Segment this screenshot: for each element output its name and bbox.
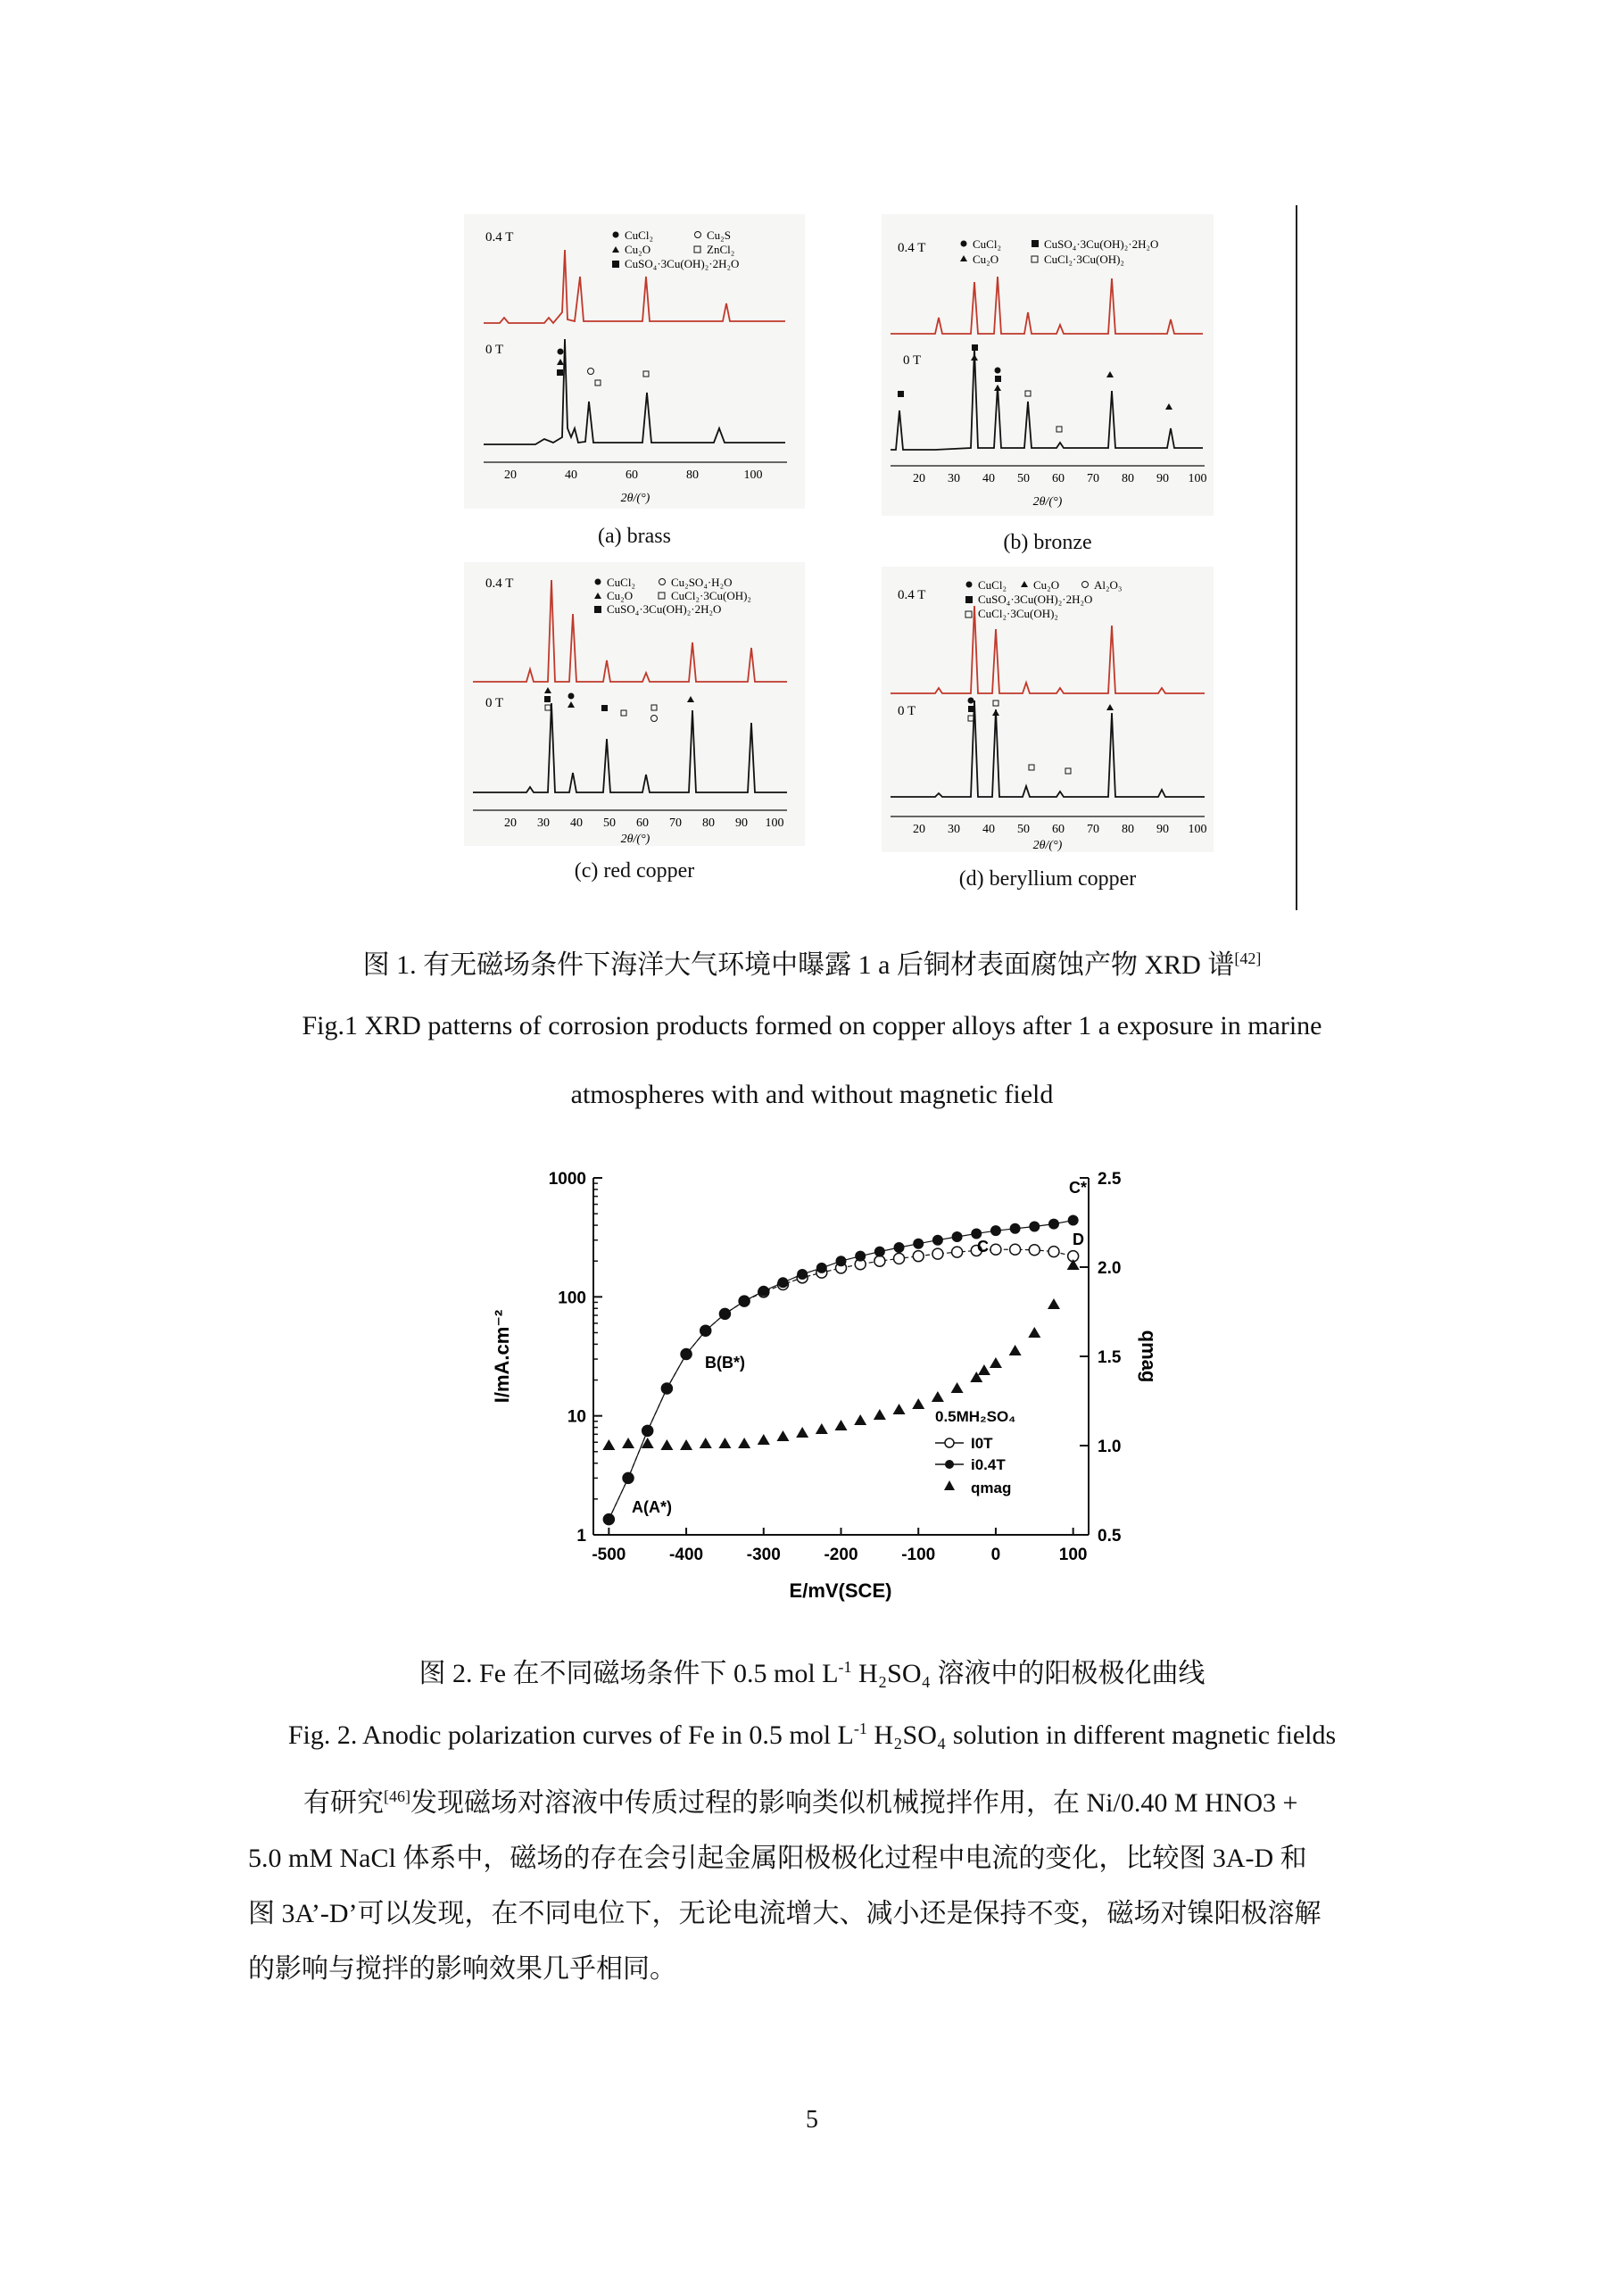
point-qmag <box>1048 1298 1060 1309</box>
legend-entry: CuCl₂ <box>625 228 653 242</box>
x-tick: 80 <box>1122 823 1134 836</box>
legend-entry-i04t: i0.4T <box>971 1456 1006 1473</box>
panel-a-label: (a) brass <box>598 525 671 548</box>
y2-tick-label: 2.5 <box>1098 1170 1122 1189</box>
point-qmag <box>835 1420 848 1430</box>
point-qmag <box>874 1409 886 1420</box>
x-tick: 100 <box>1188 472 1207 485</box>
x-tick: 20 <box>913 472 925 485</box>
paragraph-line: 的影响与搅拌的影响效果几乎相同。 <box>248 1954 676 1984</box>
citation: [46] <box>384 1787 410 1805</box>
point-i0.4T <box>797 1269 808 1280</box>
point-qmag <box>602 1439 615 1450</box>
point-i0.4T <box>681 1349 692 1360</box>
point-i0.4T <box>874 1247 885 1257</box>
point-qmag <box>700 1438 712 1448</box>
point-i0.4T <box>913 1239 924 1249</box>
point-i0.4T <box>700 1325 711 1336</box>
x-tick: 100 <box>765 816 784 830</box>
point-qmag <box>738 1438 750 1448</box>
x-tick: 30 <box>948 472 960 485</box>
legend-entry: CuCl₂·3Cu(OH)₂ <box>1044 253 1124 266</box>
citation: [42] <box>1234 949 1262 967</box>
panel-b-label: (b) bronze <box>1003 531 1092 554</box>
figure-1-caption-en-line2: atmospheres with and without magnetic field <box>570 1080 1054 1109</box>
point-i0.4T <box>603 1514 614 1525</box>
formula: H₂SO₄ <box>874 1720 947 1750</box>
point-qmag <box>854 1414 866 1425</box>
legend-entry-i0t: I0T <box>971 1435 993 1452</box>
paragraph-line: 5.0 mM NaCl 体系中，磁场的存在会引起金属阳极极化过程中电流的变化，比较图 3A-D 和 <box>248 1844 1307 1873</box>
y-tick-label: 1 <box>576 1527 586 1546</box>
y2-axis-label: qmag <box>1138 1330 1160 1383</box>
point-i0.4T <box>952 1231 963 1242</box>
x-tick: 30 <box>948 823 960 836</box>
point-i0.4T <box>894 1242 905 1253</box>
y2-tick-label: 2.0 <box>1098 1259 1122 1278</box>
x-tick: 100 <box>1188 823 1207 836</box>
point-i0.4T <box>816 1263 827 1273</box>
field-label-0t: 0 T <box>485 343 504 357</box>
x-tick-label: -400 <box>669 1546 704 1564</box>
point-qmag <box>796 1427 808 1438</box>
point-qmag <box>1028 1327 1040 1338</box>
point-i0T <box>990 1244 1001 1255</box>
field-label-0t: 0 T <box>903 353 922 368</box>
annotation-c: C <box>977 1238 989 1256</box>
figure-1-divider <box>1296 205 1297 910</box>
y2-tick-label: 0.5 <box>1098 1527 1122 1546</box>
y-tick-label: 10 <box>567 1407 586 1427</box>
point-i0T <box>932 1248 943 1259</box>
point-i0T <box>894 1253 905 1264</box>
x-tick: 90 <box>1156 823 1169 836</box>
paragraph-text: 发现磁场对溶液中传质过程的影响类似机械搅拌作用，在 Ni/0.40 M HNO3 + <box>410 1788 1298 1818</box>
point-i0.4T <box>739 1296 750 1306</box>
x-tick-label: -500 <box>592 1546 626 1564</box>
point-i0.4T <box>1029 1222 1040 1232</box>
xrd-panel-c <box>464 562 805 846</box>
x-tick: 40 <box>565 468 577 482</box>
point-i0.4T <box>719 1308 730 1319</box>
point-i0.4T <box>932 1235 943 1246</box>
x-tick: 60 <box>626 468 638 482</box>
body-paragraph <box>248 1781 1381 2002</box>
x-tick: 40 <box>570 816 583 830</box>
legend-entry: CuCl₂ <box>978 578 1007 592</box>
x-tick-label: -200 <box>824 1546 858 1564</box>
field-label-0t: 0 T <box>898 704 916 718</box>
x-axis-label: E/mV(SCE) <box>789 1579 892 1602</box>
point-qmag <box>718 1438 731 1448</box>
superscript: -1 <box>838 1658 852 1676</box>
xrd-panel-a <box>464 214 805 509</box>
point-qmag <box>816 1423 828 1434</box>
point-qmag <box>1009 1345 1022 1355</box>
caption-text: 图 1. 有无磁场条件下海洋大气环境中曝露 1 a 后铜材表面腐蚀产物 XRD 谱 <box>362 950 1235 980</box>
x-tick: 60 <box>1052 472 1065 485</box>
x-tick-label: 100 <box>1058 1546 1088 1564</box>
legend-entry: Cu₂S <box>707 228 731 242</box>
figure-1-caption-en-line1: Fig.1 XRD patterns of corrosion products formed on copper alloys after 1 a exposure in marine <box>302 1011 1322 1040</box>
x-tick: 80 <box>1122 472 1134 485</box>
point-i0T <box>1010 1244 1021 1255</box>
x-tick: 90 <box>735 816 748 830</box>
x-tick: 20 <box>504 816 517 830</box>
x-axis-ticks <box>913 823 1207 836</box>
annotation-a: A(A*) <box>632 1498 672 1516</box>
caption-text: solution in different magnetic fields <box>946 1720 1337 1750</box>
x-tick: 90 <box>1156 472 1169 485</box>
x-tick: 70 <box>1087 472 1099 485</box>
x-tick: 60 <box>1052 823 1065 836</box>
point-i0.4T <box>1068 1215 1079 1226</box>
point-i0.4T <box>758 1286 769 1297</box>
y-axis-label: I/mA.cm⁻² <box>491 1309 513 1404</box>
point-qmag <box>932 1391 944 1402</box>
point-i0.4T <box>777 1277 788 1288</box>
field-label-0-4t: 0.4 T <box>485 576 514 591</box>
figure-2-caption-cn <box>0 1651 1624 1690</box>
x-axis-ticks <box>913 472 1207 485</box>
x-axis-label: 2θ/(°) <box>1032 495 1063 509</box>
annotation-b: B(B*) <box>705 1354 745 1372</box>
paragraph-line: 图 3A’-D’可以发现，在不同电位下，无论电流增大、减小还是保持不变，磁场对镍阳极溶解 <box>248 1899 1322 1928</box>
legend-entry: Cu₂O <box>1033 578 1060 592</box>
legend-entry: Al₂O₃ <box>1094 578 1123 592</box>
legend-entry: Cu₂O <box>607 589 634 602</box>
figure-1-caption-cn <box>0 942 1624 982</box>
field-label-0-4t: 0.4 T <box>898 588 926 602</box>
point-qmag <box>776 1430 789 1441</box>
field-label-0-4t: 0.4 T <box>898 241 926 255</box>
point-qmag <box>990 1357 1002 1368</box>
legend-entry: CuCl₂·3Cu(OH)₂ <box>978 607 1058 620</box>
legend-entry: Cu₂SO₄·H₂O <box>671 576 733 589</box>
field-label-0-4t: 0.4 T <box>485 230 514 245</box>
point-qmag <box>642 1438 654 1448</box>
x-tick: 50 <box>1017 472 1030 485</box>
annotation-c-star: C* <box>1069 1179 1088 1197</box>
y-tick-label: 100 <box>558 1289 586 1308</box>
y2-tick-label: 1.0 <box>1098 1438 1122 1456</box>
formula: H₂SO₄ <box>858 1659 931 1688</box>
legend-entry: CuSO₄·3Cu(OH)₂·2H₂O <box>607 602 722 616</box>
point-i0.4T <box>836 1256 847 1266</box>
point-qmag <box>758 1434 770 1445</box>
x-tick: 30 <box>537 816 550 830</box>
point-i0T <box>874 1256 885 1266</box>
caption-text: 溶液中的阳极极化曲线 <box>930 1659 1206 1688</box>
point-i0T <box>913 1251 924 1262</box>
x-axis-label: 2θ/(°) <box>1032 839 1063 852</box>
x-tick-label: 0 <box>990 1546 1001 1564</box>
legend-entry: ZnCl₂ <box>707 243 735 256</box>
point-i0.4T <box>1010 1223 1021 1234</box>
legend-title: 0.5MH₂SO₄ <box>935 1408 1016 1425</box>
legend-entry: CuSO₄·3Cu(OH)₂·2H₂O <box>1044 237 1159 251</box>
x-tick: 80 <box>686 468 699 482</box>
point-i0T <box>1048 1247 1059 1257</box>
point-qmag <box>660 1439 673 1450</box>
point-qmag <box>978 1364 990 1375</box>
legend-entry: Cu₂O <box>973 253 999 266</box>
x-tick: 40 <box>982 823 995 836</box>
legend-entry: CuCl₂ <box>607 576 635 589</box>
x-tick: 20 <box>504 468 517 482</box>
superscript: -1 <box>853 1720 867 1737</box>
x-tick: 50 <box>603 816 616 830</box>
xrd-panel-b <box>882 214 1214 516</box>
point-i0.4T <box>623 1472 634 1483</box>
x-tick-label: -300 <box>746 1546 781 1564</box>
x-tick: 60 <box>636 816 649 830</box>
paragraph-line <box>248 1781 1381 1836</box>
panel-c-label: (c) red copper <box>574 859 695 883</box>
x-tick: 50 <box>1017 823 1030 836</box>
polarization-chart <box>482 1156 1160 1620</box>
point-i0.4T <box>855 1251 866 1262</box>
x-axis-label: 2θ/(°) <box>620 492 650 505</box>
point-qmag <box>622 1438 634 1448</box>
point-qmag <box>680 1439 692 1450</box>
y-tick-label: 1000 <box>548 1170 586 1189</box>
point-qmag <box>912 1398 924 1409</box>
x-tick: 70 <box>1087 823 1099 836</box>
legend-entry: CuCl₂ <box>973 237 1001 251</box>
x-tick: 100 <box>743 468 763 482</box>
x-axis-ticks <box>504 816 784 830</box>
field-label-0t: 0 T <box>485 696 504 710</box>
x-axis-label: 2θ/(°) <box>620 833 650 846</box>
point-i0.4T <box>642 1425 653 1436</box>
legend <box>935 1408 1015 1496</box>
caption-text: Fig. 2. Anodic polarization curves of Fe in 0.5 mol L <box>287 1720 854 1750</box>
x-tick: 70 <box>669 816 682 830</box>
point-i0.4T <box>1048 1219 1059 1230</box>
legend-entry: Cu₂O <box>625 243 651 256</box>
x-tick: 80 <box>702 816 715 830</box>
x-tick-label: -100 <box>901 1546 936 1564</box>
xrd-panel-d <box>882 567 1214 852</box>
point-qmag <box>951 1382 964 1393</box>
point-i0T <box>1029 1245 1040 1256</box>
point-i0.4T <box>990 1225 1001 1236</box>
paragraph-text: 有研究 <box>303 1788 384 1818</box>
annotation-d: D <box>1073 1231 1084 1248</box>
caption-text: 图 2. Fe 在不同磁场条件下 0.5 mol L <box>418 1659 839 1688</box>
point-i0.4T <box>661 1383 672 1394</box>
legend-entry: CuCl₂·3Cu(OH)₂ <box>671 589 751 602</box>
panel-d-label: (d) beryllium copper <box>958 867 1137 891</box>
legend-entry: CuSO₄·3Cu(OH)₂·2H₂O <box>978 593 1093 606</box>
legend-entry: CuSO₄·3Cu(OH)₂·2H₂O <box>625 257 740 270</box>
x-tick: 20 <box>913 823 925 836</box>
legend-entry-qmag: qmag <box>971 1480 1012 1496</box>
point-qmag <box>893 1404 906 1414</box>
page-number: 5 <box>806 2106 818 2134</box>
point-i0T <box>952 1247 963 1257</box>
x-tick: 40 <box>982 472 995 485</box>
point-qmag <box>1067 1259 1080 1270</box>
y2-tick-label: 1.5 <box>1098 1348 1122 1367</box>
figure-2-caption-en <box>0 1720 1624 1751</box>
